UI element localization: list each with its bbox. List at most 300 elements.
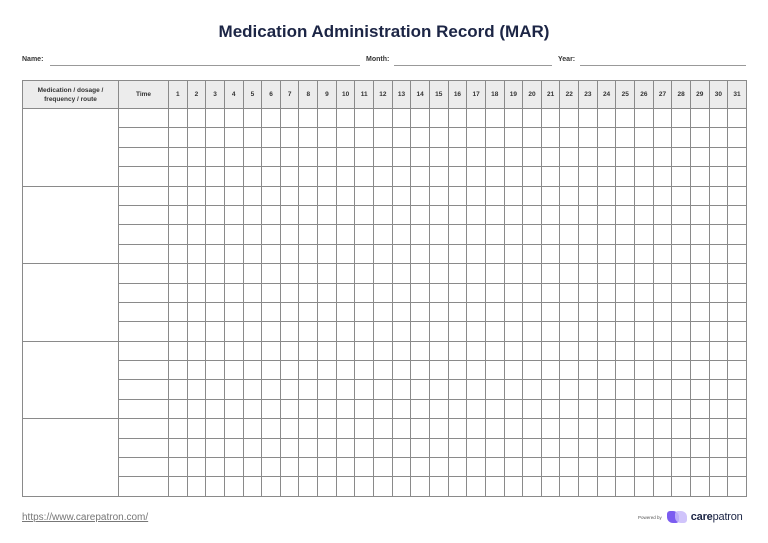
day-cell[interactable]: [597, 341, 616, 360]
day-cell[interactable]: [336, 244, 355, 263]
day-cell[interactable]: [653, 341, 672, 360]
day-cell[interactable]: [336, 380, 355, 399]
day-cell[interactable]: [709, 302, 728, 321]
day-cell[interactable]: [728, 302, 747, 321]
time-cell[interactable]: [119, 244, 169, 263]
day-cell[interactable]: [467, 128, 486, 147]
day-cell[interactable]: [690, 264, 709, 283]
day-cell[interactable]: [206, 302, 225, 321]
day-cell[interactable]: [485, 128, 504, 147]
day-cell[interactable]: [616, 458, 635, 477]
time-cell[interactable]: [119, 341, 169, 360]
day-cell[interactable]: [429, 244, 448, 263]
day-cell[interactable]: [355, 167, 374, 186]
day-cell[interactable]: [709, 109, 728, 128]
day-cell[interactable]: [392, 419, 411, 438]
day-cell[interactable]: [280, 380, 299, 399]
day-cell[interactable]: [448, 147, 467, 166]
day-cell[interactable]: [597, 419, 616, 438]
day-cell[interactable]: [169, 109, 188, 128]
day-cell[interactable]: [635, 322, 654, 341]
day-cell[interactable]: [169, 283, 188, 302]
day-cell[interactable]: [374, 283, 393, 302]
day-cell[interactable]: [672, 399, 691, 418]
day-cell[interactable]: [206, 205, 225, 224]
day-cell[interactable]: [429, 361, 448, 380]
day-cell[interactable]: [355, 128, 374, 147]
day-cell[interactable]: [560, 283, 579, 302]
medication-cell[interactable]: [23, 264, 119, 342]
day-cell[interactable]: [653, 109, 672, 128]
day-cell[interactable]: [243, 186, 262, 205]
day-cell[interactable]: [560, 341, 579, 360]
day-cell[interactable]: [262, 186, 281, 205]
day-cell[interactable]: [374, 380, 393, 399]
day-cell[interactable]: [336, 264, 355, 283]
day-cell[interactable]: [448, 361, 467, 380]
day-cell[interactable]: [616, 147, 635, 166]
day-cell[interactable]: [336, 167, 355, 186]
day-cell[interactable]: [355, 264, 374, 283]
day-cell[interactable]: [597, 380, 616, 399]
day-cell[interactable]: [392, 322, 411, 341]
day-cell[interactable]: [411, 458, 430, 477]
day-cell[interactable]: [672, 244, 691, 263]
day-cell[interactable]: [392, 167, 411, 186]
day-cell[interactable]: [411, 322, 430, 341]
day-cell[interactable]: [653, 264, 672, 283]
day-cell[interactable]: [690, 128, 709, 147]
day-cell[interactable]: [429, 380, 448, 399]
day-cell[interactable]: [467, 458, 486, 477]
day-cell[interactable]: [355, 225, 374, 244]
day-cell[interactable]: [299, 147, 318, 166]
day-cell[interactable]: [392, 361, 411, 380]
day-cell[interactable]: [392, 225, 411, 244]
day-cell[interactable]: [299, 186, 318, 205]
day-cell[interactable]: [523, 399, 542, 418]
day-cell[interactable]: [318, 128, 337, 147]
day-cell[interactable]: [429, 419, 448, 438]
day-cell[interactable]: [541, 205, 560, 224]
day-cell[interactable]: [280, 399, 299, 418]
day-cell[interactable]: [504, 458, 523, 477]
day-cell[interactable]: [541, 322, 560, 341]
day-cell[interactable]: [318, 244, 337, 263]
day-cell[interactable]: [392, 186, 411, 205]
day-cell[interactable]: [690, 341, 709, 360]
day-cell[interactable]: [280, 477, 299, 496]
day-cell[interactable]: [318, 264, 337, 283]
day-cell[interactable]: [709, 458, 728, 477]
day-cell[interactable]: [467, 264, 486, 283]
day-cell[interactable]: [374, 147, 393, 166]
day-cell[interactable]: [579, 205, 598, 224]
day-cell[interactable]: [299, 128, 318, 147]
day-cell[interactable]: [635, 128, 654, 147]
day-cell[interactable]: [243, 109, 262, 128]
day-cell[interactable]: [709, 167, 728, 186]
day-cell[interactable]: [206, 477, 225, 496]
day-cell[interactable]: [392, 147, 411, 166]
day-cell[interactable]: [336, 438, 355, 457]
day-cell[interactable]: [224, 322, 243, 341]
day-cell[interactable]: [560, 205, 579, 224]
day-cell[interactable]: [355, 283, 374, 302]
day-cell[interactable]: [411, 341, 430, 360]
day-cell[interactable]: [653, 477, 672, 496]
day-cell[interactable]: [579, 147, 598, 166]
day-cell[interactable]: [616, 128, 635, 147]
day-cell[interactable]: [728, 147, 747, 166]
day-cell[interactable]: [392, 128, 411, 147]
day-cell[interactable]: [597, 167, 616, 186]
day-cell[interactable]: [411, 128, 430, 147]
day-cell[interactable]: [579, 419, 598, 438]
day-cell[interactable]: [560, 128, 579, 147]
day-cell[interactable]: [485, 458, 504, 477]
day-cell[interactable]: [523, 438, 542, 457]
day-cell[interactable]: [523, 419, 542, 438]
day-cell[interactable]: [635, 458, 654, 477]
day-cell[interactable]: [411, 264, 430, 283]
day-cell[interactable]: [318, 438, 337, 457]
day-cell[interactable]: [635, 419, 654, 438]
day-cell[interactable]: [187, 147, 206, 166]
day-cell[interactable]: [653, 128, 672, 147]
day-cell[interactable]: [280, 283, 299, 302]
day-cell[interactable]: [597, 205, 616, 224]
day-cell[interactable]: [467, 438, 486, 457]
day-cell[interactable]: [541, 225, 560, 244]
day-cell[interactable]: [169, 438, 188, 457]
day-cell[interactable]: [579, 109, 598, 128]
day-cell[interactable]: [411, 477, 430, 496]
day-cell[interactable]: [374, 109, 393, 128]
day-cell[interactable]: [579, 341, 598, 360]
day-cell[interactable]: [169, 458, 188, 477]
day-cell[interactable]: [485, 225, 504, 244]
day-cell[interactable]: [672, 186, 691, 205]
day-cell[interactable]: [429, 186, 448, 205]
day-cell[interactable]: [541, 283, 560, 302]
day-cell[interactable]: [169, 244, 188, 263]
day-cell[interactable]: [709, 128, 728, 147]
day-cell[interactable]: [169, 322, 188, 341]
day-cell[interactable]: [690, 322, 709, 341]
day-cell[interactable]: [318, 109, 337, 128]
time-cell[interactable]: [119, 438, 169, 457]
day-cell[interactable]: [690, 458, 709, 477]
day-cell[interactable]: [224, 283, 243, 302]
day-cell[interactable]: [635, 302, 654, 321]
day-cell[interactable]: [224, 458, 243, 477]
day-cell[interactable]: [243, 419, 262, 438]
day-cell[interactable]: [504, 322, 523, 341]
day-cell[interactable]: [728, 244, 747, 263]
day-cell[interactable]: [280, 438, 299, 457]
day-cell[interactable]: [467, 361, 486, 380]
day-cell[interactable]: [485, 399, 504, 418]
time-cell[interactable]: [119, 322, 169, 341]
day-cell[interactable]: [448, 283, 467, 302]
day-cell[interactable]: [243, 205, 262, 224]
day-cell[interactable]: [262, 264, 281, 283]
day-cell[interactable]: [448, 458, 467, 477]
day-cell[interactable]: [635, 205, 654, 224]
day-cell[interactable]: [560, 109, 579, 128]
day-cell[interactable]: [429, 283, 448, 302]
day-cell[interactable]: [224, 302, 243, 321]
day-cell[interactable]: [262, 399, 281, 418]
day-cell[interactable]: [616, 419, 635, 438]
day-cell[interactable]: [597, 399, 616, 418]
day-cell[interactable]: [597, 264, 616, 283]
day-cell[interactable]: [448, 380, 467, 399]
day-cell[interactable]: [318, 380, 337, 399]
day-cell[interactable]: [355, 477, 374, 496]
day-cell[interactable]: [243, 477, 262, 496]
day-cell[interactable]: [541, 341, 560, 360]
day-cell[interactable]: [635, 225, 654, 244]
month-field[interactable]: [394, 65, 552, 66]
day-cell[interactable]: [224, 186, 243, 205]
day-cell[interactable]: [243, 264, 262, 283]
day-cell[interactable]: [467, 302, 486, 321]
day-cell[interactable]: [485, 302, 504, 321]
day-cell[interactable]: [374, 205, 393, 224]
day-cell[interactable]: [523, 361, 542, 380]
time-cell[interactable]: [119, 380, 169, 399]
time-cell[interactable]: [119, 128, 169, 147]
day-cell[interactable]: [206, 264, 225, 283]
day-cell[interactable]: [672, 438, 691, 457]
day-cell[interactable]: [206, 128, 225, 147]
day-cell[interactable]: [560, 361, 579, 380]
day-cell[interactable]: [429, 264, 448, 283]
day-cell[interactable]: [560, 225, 579, 244]
day-cell[interactable]: [243, 438, 262, 457]
day-cell[interactable]: [187, 264, 206, 283]
day-cell[interactable]: [672, 361, 691, 380]
day-cell[interactable]: [672, 225, 691, 244]
day-cell[interactable]: [523, 244, 542, 263]
time-cell[interactable]: [119, 186, 169, 205]
day-cell[interactable]: [523, 283, 542, 302]
day-cell[interactable]: [541, 438, 560, 457]
day-cell[interactable]: [187, 167, 206, 186]
day-cell[interactable]: [653, 438, 672, 457]
day-cell[interactable]: [448, 438, 467, 457]
day-cell[interactable]: [485, 380, 504, 399]
day-cell[interactable]: [169, 419, 188, 438]
day-cell[interactable]: [728, 225, 747, 244]
day-cell[interactable]: [224, 244, 243, 263]
day-cell[interactable]: [635, 361, 654, 380]
day-cell[interactable]: [653, 322, 672, 341]
day-cell[interactable]: [728, 186, 747, 205]
day-cell[interactable]: [262, 167, 281, 186]
day-cell[interactable]: [429, 302, 448, 321]
day-cell[interactable]: [374, 438, 393, 457]
day-cell[interactable]: [206, 399, 225, 418]
day-cell[interactable]: [485, 244, 504, 263]
day-cell[interactable]: [467, 205, 486, 224]
day-cell[interactable]: [224, 477, 243, 496]
day-cell[interactable]: [485, 341, 504, 360]
day-cell[interactable]: [653, 205, 672, 224]
day-cell[interactable]: [392, 477, 411, 496]
day-cell[interactable]: [355, 109, 374, 128]
day-cell[interactable]: [429, 167, 448, 186]
day-cell[interactable]: [262, 225, 281, 244]
day-cell[interactable]: [579, 380, 598, 399]
day-cell[interactable]: [690, 244, 709, 263]
day-cell[interactable]: [187, 205, 206, 224]
day-cell[interactable]: [262, 283, 281, 302]
day-cell[interactable]: [504, 109, 523, 128]
day-cell[interactable]: [523, 205, 542, 224]
day-cell[interactable]: [374, 167, 393, 186]
day-cell[interactable]: [299, 225, 318, 244]
day-cell[interactable]: [392, 438, 411, 457]
day-cell[interactable]: [411, 380, 430, 399]
day-cell[interactable]: [206, 167, 225, 186]
day-cell[interactable]: [616, 438, 635, 457]
day-cell[interactable]: [523, 322, 542, 341]
day-cell[interactable]: [169, 128, 188, 147]
day-cell[interactable]: [690, 283, 709, 302]
day-cell[interactable]: [541, 264, 560, 283]
day-cell[interactable]: [597, 128, 616, 147]
day-cell[interactable]: [672, 302, 691, 321]
day-cell[interactable]: [336, 186, 355, 205]
day-cell[interactable]: [690, 205, 709, 224]
day-cell[interactable]: [467, 283, 486, 302]
day-cell[interactable]: [280, 322, 299, 341]
day-cell[interactable]: [206, 341, 225, 360]
day-cell[interactable]: [187, 109, 206, 128]
day-cell[interactable]: [355, 419, 374, 438]
day-cell[interactable]: [336, 128, 355, 147]
day-cell[interactable]: [299, 205, 318, 224]
day-cell[interactable]: [243, 244, 262, 263]
day-cell[interactable]: [560, 186, 579, 205]
day-cell[interactable]: [374, 225, 393, 244]
day-cell[interactable]: [690, 380, 709, 399]
day-cell[interactable]: [169, 361, 188, 380]
day-cell[interactable]: [187, 477, 206, 496]
day-cell[interactable]: [299, 109, 318, 128]
day-cell[interactable]: [485, 205, 504, 224]
day-cell[interactable]: [299, 283, 318, 302]
day-cell[interactable]: [709, 147, 728, 166]
day-cell[interactable]: [299, 458, 318, 477]
day-cell[interactable]: [243, 341, 262, 360]
carepatron-link[interactable]: https://www.carepatron.com/: [22, 512, 149, 523]
day-cell[interactable]: [616, 399, 635, 418]
day-cell[interactable]: [690, 109, 709, 128]
day-cell[interactable]: [504, 399, 523, 418]
day-cell[interactable]: [374, 341, 393, 360]
day-cell[interactable]: [653, 361, 672, 380]
day-cell[interactable]: [355, 361, 374, 380]
day-cell[interactable]: [169, 186, 188, 205]
day-cell[interactable]: [467, 477, 486, 496]
day-cell[interactable]: [355, 399, 374, 418]
day-cell[interactable]: [635, 167, 654, 186]
day-cell[interactable]: [728, 477, 747, 496]
day-cell[interactable]: [635, 399, 654, 418]
day-cell[interactable]: [355, 205, 374, 224]
day-cell[interactable]: [206, 147, 225, 166]
day-cell[interactable]: [579, 438, 598, 457]
day-cell[interactable]: [728, 283, 747, 302]
day-cell[interactable]: [336, 147, 355, 166]
day-cell[interactable]: [728, 128, 747, 147]
day-cell[interactable]: [672, 419, 691, 438]
day-cell[interactable]: [299, 380, 318, 399]
day-cell[interactable]: [709, 399, 728, 418]
day-cell[interactable]: [262, 458, 281, 477]
day-cell[interactable]: [243, 283, 262, 302]
day-cell[interactable]: [355, 438, 374, 457]
day-cell[interactable]: [672, 109, 691, 128]
day-cell[interactable]: [299, 438, 318, 457]
time-cell[interactable]: [119, 399, 169, 418]
day-cell[interactable]: [374, 477, 393, 496]
time-cell[interactable]: [119, 302, 169, 321]
day-cell[interactable]: [579, 167, 598, 186]
day-cell[interactable]: [672, 264, 691, 283]
day-cell[interactable]: [448, 167, 467, 186]
day-cell[interactable]: [541, 458, 560, 477]
day-cell[interactable]: [541, 186, 560, 205]
day-cell[interactable]: [299, 264, 318, 283]
day-cell[interactable]: [504, 438, 523, 457]
day-cell[interactable]: [653, 399, 672, 418]
day-cell[interactable]: [523, 380, 542, 399]
day-cell[interactable]: [299, 361, 318, 380]
day-cell[interactable]: [299, 419, 318, 438]
day-cell[interactable]: [504, 477, 523, 496]
day-cell[interactable]: [709, 419, 728, 438]
day-cell[interactable]: [541, 419, 560, 438]
day-cell[interactable]: [690, 302, 709, 321]
day-cell[interactable]: [485, 109, 504, 128]
day-cell[interactable]: [728, 399, 747, 418]
time-cell[interactable]: [119, 147, 169, 166]
time-cell[interactable]: [119, 167, 169, 186]
day-cell[interactable]: [467, 225, 486, 244]
day-cell[interactable]: [709, 380, 728, 399]
day-cell[interactable]: [224, 438, 243, 457]
day-cell[interactable]: [467, 399, 486, 418]
day-cell[interactable]: [187, 302, 206, 321]
day-cell[interactable]: [429, 322, 448, 341]
day-cell[interactable]: [243, 302, 262, 321]
day-cell[interactable]: [318, 399, 337, 418]
day-cell[interactable]: [672, 167, 691, 186]
day-cell[interactable]: [523, 167, 542, 186]
day-cell[interactable]: [709, 477, 728, 496]
day-cell[interactable]: [653, 419, 672, 438]
day-cell[interactable]: [411, 225, 430, 244]
day-cell[interactable]: [392, 302, 411, 321]
day-cell[interactable]: [504, 147, 523, 166]
day-cell[interactable]: [374, 186, 393, 205]
day-cell[interactable]: [616, 380, 635, 399]
